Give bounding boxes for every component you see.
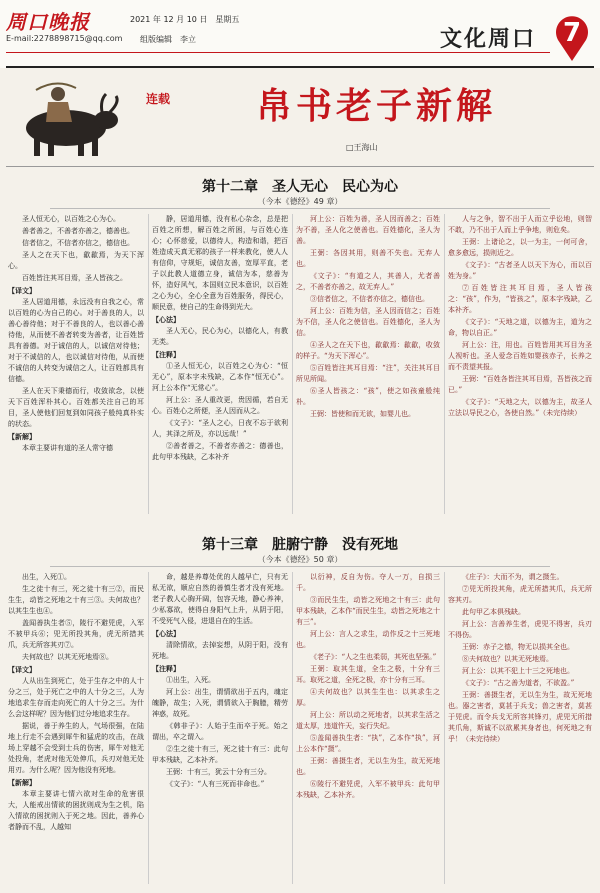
article-paragraph: ⑥陵行不避兕虎，入军不被甲兵：此句甲本残缺，乙本补齐。 (296, 780, 440, 799)
article-paragraph: 王弼：取其生道，全生之极，十分有三耳。取死之道，全死之极，亦十分有三耳。 (296, 665, 440, 684)
article-paragraph: ①圣人恒无心，以百姓之心为心：“恒无心”，原本字未残缺，乙本作“恒无心”。河上公本作“无常心”。 (152, 362, 288, 392)
article-paragraph: 《文子》：“人有三死而非命也。” (166, 780, 265, 788)
article-paragraph: ④圣人之在天下也，歙歙焉：歙歙，收敛的样子。“为天下浑心”。 (296, 341, 440, 360)
issue-date: 2021 年 12 月 10 日 星期五 (130, 15, 240, 24)
article-paragraph: 河上公：言善养生者，虎兕不得害，兵刃不得伤。 (448, 620, 592, 639)
column-divider (444, 214, 445, 514)
article-paragraph: 《文子》：“古之善为道者，不欲盈。” (462, 679, 575, 687)
article-paragraph: 河上公：所以动之死地者，以其求生活之道太厚，违道忤天，妄行失纪。 (296, 711, 440, 730)
page-number: 7 (562, 18, 582, 48)
article-paragraph: 信者信之，不信者亦信之，德信也。 (22, 239, 134, 247)
article-paragraph: 出生，入死①。 (22, 573, 71, 581)
article-paragraph: ⑧夫何故也？以其无死地焉。 (462, 655, 553, 663)
article-paragraph: 王弼：“百姓各皆注其耳目焉，吾皆孩之而已。” (448, 375, 592, 394)
article-paragraph: ⑥圣人皆孩之：“孩”，使之如孩童般纯朴。 (296, 387, 440, 406)
article-paragraph: 河上公：注，用也。百姓皆用其耳目为圣人视听也。圣人爱念百姓如婴孩赤子，长养之而不责望其报。 (448, 341, 592, 371)
article-paragraph: 人从出生到死亡，处于生存之中的人十分之三，处于死亡之中的人十分之三，人为地追求生存而走向死亡的人十分之三。为什么会这样呢？因为他们过分地追求生存。 (8, 677, 144, 718)
article-paragraph: ②善者善之，不善者亦善之：德善也，此句甲本残缺，乙本补齐 (152, 442, 288, 461)
article-paragraph: 《文子》：“天地之大，以德为主，故圣人立法以导民之心，各使自然。”（未完待续） (448, 398, 592, 417)
chapter-13-column-4 (448, 572, 592, 884)
article-paragraph: 《文子》：“圣人之心，日夜不忘于欲利人，其泽之所及，亦以远哉！” (152, 419, 288, 438)
article-paragraph: 【注释】 (152, 350, 180, 359)
serial-tag: 连载 (146, 92, 171, 106)
article-paragraph: ③而民生生，动皆之死地之十有三：此句甲本残缺，乙本作“而民生生，动皆之死地之十有三”。 (296, 596, 440, 626)
chapter-13-rule (50, 566, 550, 567)
masthead-divider (6, 66, 594, 68)
article-paragraph: 王弼：善摄生者，无以生为生，故无死地也。器之害者，莫甚于兵戈；兽之害者，莫甚于兕虎。而令兵戈无所容其锋刃，虎兕无所措其爪角，斯诚不以欲累其身者也，何死地之有乎！（未完待续） (448, 691, 592, 743)
article-paragraph: 《庄子》：大而不为，谓之摄生。 (462, 573, 564, 581)
chapter-12-column-1 (8, 214, 144, 514)
chapter-13-subtitle: （今本《德经》50 章） (257, 555, 343, 564)
chapter-13-column-3 (296, 572, 440, 884)
article-paragraph: 《文子》：“有道之人，其善人，尤者善之，不善者亦善之，故无弃人。” (296, 272, 440, 291)
article-paragraph: 本章主要讲七情六欲对生命的危害很大，人能戒出情欲的困扰则成为生之机，陷入情欲的困扰则入于死之地。因此，善养心者静而不乱，人越知 (8, 790, 144, 831)
article-paragraph: ③信者信之，不信者亦信之，德信也。 (310, 295, 429, 303)
article-paragraph: 《文子》：“天地之道，以德为主，道为之命，物以自正。” (448, 318, 592, 337)
column-divider (148, 214, 149, 514)
article-paragraph: 河上公：言人之求生，动作反之十三死地也。 (296, 630, 440, 649)
masthead (0, 0, 600, 68)
column-divider (292, 572, 293, 884)
article-paragraph: 河上公：百姓为信，圣人因而信之；百姓为不信，圣人化之使信也。百姓德化，圣人为信。 (296, 307, 440, 337)
article-paragraph: 圣人恒无心，以百姓之心为心。 (22, 215, 120, 223)
newspaper-logo: 周口晚报 (6, 10, 90, 34)
article-paragraph: 此句甲乙本俱残缺。 (462, 608, 525, 616)
article-paragraph: 以衍神，反自为伤。夺人一万，自损三千。 (296, 573, 440, 592)
contact-email: E-mail:2278898715@qq.com (6, 34, 123, 43)
article-paragraph: ⑤百姓皆注其耳目焉：“注”，关注其耳目所见所闻。 (296, 364, 440, 383)
chapter-12-column-3 (296, 214, 440, 514)
article-paragraph: 人与之争，智不出于人而立乎讼地，则智不敢，乃不出于人而上乎争地，则危矣。 (448, 215, 592, 234)
article-paragraph: 【新解】 (8, 778, 36, 787)
ox-rider-illustration (6, 72, 126, 160)
article-paragraph: 《老子》：“人之生也柔弱，其死也坚强。” (310, 653, 437, 661)
chapter-12-subtitle: （今本《德经》49 章） (257, 197, 343, 206)
banner-rule (6, 166, 594, 167)
column-divider (292, 214, 293, 514)
article-paragraph: 夫何故也？以其无死地焉⑧。 (22, 653, 113, 661)
chapter-12-title: 第十二章 圣人无心 民心为心 (202, 179, 398, 195)
article-paragraph: 【注释】 (152, 664, 180, 673)
article-paragraph: 据说，善于养生的人，气场很强，在陆地上行走不会遇到犀牛和猛虎的攻击，在战场上穿越不会受到士兵的伤害，犀牛对他无处投角，老虎对他无处伸爪，兵刃对他无处用刃。为什么呢？因为他没有死地。 (8, 722, 144, 774)
article-paragraph: 【译文】 (8, 665, 36, 674)
article-paragraph: 河上公：出生，谓情欲出于五内，魂定魄静，故生；入死，谓情欲入于胸臆，精劳神惑，故死。 (152, 688, 288, 718)
column-divider (444, 572, 445, 884)
article-paragraph: 王弼：善摄生者，无以生为生，故无死地也。 (296, 757, 440, 776)
column-divider (148, 572, 149, 884)
article-paragraph: 百姓皆注其耳目焉，圣人皆孩之。 (22, 274, 127, 282)
article-paragraph: 清除情欲，去掉妄想，从阴于阳，没有死地。 (152, 641, 288, 660)
author-byline: □王海山 (346, 143, 378, 152)
article-paragraph: 静，居道用德，没有私心杂念，总是把百姓之所想，解百姓之所困，与百姓心连心；心怀慈爱，以德待人，构造和谐，把百姓造成天真无邪的孩子一样来教化，使人人有信仰，守规矩，诚信友善，宽厚平直，老子以此教人道德立身，诚信为本，慈善为怀，造好风气，本国则立民本意识，以百姓之心为心，全心全意为百姓服务，得民心，顺民意，使自己的生命得到光大。 (152, 215, 288, 311)
article-paragraph: 河上公：圣人重改更，贵因循，若自无心。百姓心之所便，圣人因而从之。 (152, 396, 288, 415)
article-paragraph: 【新解】 (8, 432, 36, 441)
article-paragraph: ④夫何故也？以其生生也：以其求生之厚。 (296, 688, 440, 707)
article-paragraph: 善者善之，不善者亦善之，德善也。 (22, 227, 134, 235)
article-paragraph: 王弼：上诸论之，以一为主，一何可舍，愈多愈远，损则近之。 (448, 238, 592, 257)
article-paragraph: 圣人在天下秉德而行，收敛欲念，以使天下百姓浑朴其心。百姓都关注自己的耳目，圣人使他们回复到如同孩子般纯真朴实的状态。 (8, 387, 144, 428)
article-paragraph: 王弼：各因其用，则善不失也。无弃人也。 (296, 249, 440, 268)
article-paragraph: 《文子》：“古者圣人以天下为心，而以百姓为身。” (448, 261, 592, 280)
article-paragraph: ⑦兕无所投其角，虎无所措其爪，兵无所容其刃。 (448, 585, 592, 604)
article-paragraph: 《韩非子》：人始于生而卒于死。始之谓出，卒之谓入。 (152, 722, 288, 741)
article-paragraph: 河上公：以其不犯上十三之死地也。 (462, 667, 574, 675)
article-paragraph: 王弼：皆使和而无欲，如婴儿也。 (310, 410, 415, 418)
article-paragraph: 圣人之在天下也，歙歙焉，为天下浑心。 (8, 251, 144, 270)
article-paragraph: 盖闻善执生者⑤，陵行不避兕虎，入军不被甲兵⑥；兕无所投其角，虎无所措其爪，兵无所容其刃⑦。 (8, 619, 144, 649)
chapter-13-title: 第十三章 脏腑宁静 没有死地 (202, 537, 398, 553)
serial-banner (6, 72, 594, 168)
masthead-rule (6, 52, 550, 53)
article-paragraph: 本章主要讲有道的圣人常守德 (22, 444, 113, 452)
article-paragraph: 圣人居道用德，永远没有自我之心，常以百姓的心为自己的心。对于善良的人，以善心善待他；对于不善良的人，也以善心善待他，从而使不善者转变为善者，让百姓皆具有善德。对于诚信的人，以诚信对待他；对于不诚信的人，也以诚信对待他，从而使不诚信的人转变为诚信之人，让百姓都具有信德。 (8, 298, 144, 383)
page-number-badge (554, 14, 590, 62)
article-paragraph: 【心法】 (152, 315, 180, 324)
article-paragraph: 【译文】 (8, 286, 36, 295)
chapter-13-column-2 (152, 572, 288, 884)
article-paragraph: 王弼：十有三，犹云十分有三分。 (166, 768, 271, 776)
chapter-12-column-2 (152, 214, 288, 514)
article-paragraph: 圣人无心，民心为心，以德化人，有教无类。 (152, 327, 288, 346)
article-paragraph: ①出生，入死。 (166, 676, 215, 684)
article-paragraph: 王弼：赤子之德，物无以损其全也。 (462, 643, 574, 651)
layout-editor: 组版编辑 李立 (140, 35, 196, 44)
article-title: 帛书老子新解 (256, 85, 497, 127)
article-paragraph: ⑦百姓皆注其耳目焉，圣人皆孩之：“孩”，作为，“皆孩之”，原本字残缺，乙本补齐。 (448, 284, 592, 314)
article-paragraph: 命，越是养尊处优的人越早亡，只有无私无欲，顺应自然的善慎生者才没有死地。老子教人心胸开阔，包容天地，静心养神，少私寡欲，使得自身阳气上升，从阴于阳，不受死气入侵，进退自在的生活。 (152, 573, 288, 625)
article-paragraph: 【心法】 (152, 629, 180, 638)
section-title: 文化周口 (440, 26, 537, 52)
chapter-12-rule (50, 208, 550, 209)
article-paragraph: 河上公：百姓为善，圣人因而善之；百姓为不善，圣人化之使善也。百姓德化，圣人为善。 (296, 215, 440, 245)
article-paragraph: ⑤盖闻善执生者：“执”，乙本作“执”，河上公本作“摄”。 (296, 734, 440, 753)
chapter-13-column-1 (8, 572, 144, 884)
article-paragraph: ②生之徒十有三，死之徒十有三：此句甲本残缺，乙本补齐。 (152, 745, 288, 764)
article-paragraph: 生之徒十有三，死之徒十有三②，而民生生，动皆之死地之十有三③。夫何故也？以其生生也④。 (8, 585, 144, 615)
chapter-12-column-4 (448, 214, 592, 514)
